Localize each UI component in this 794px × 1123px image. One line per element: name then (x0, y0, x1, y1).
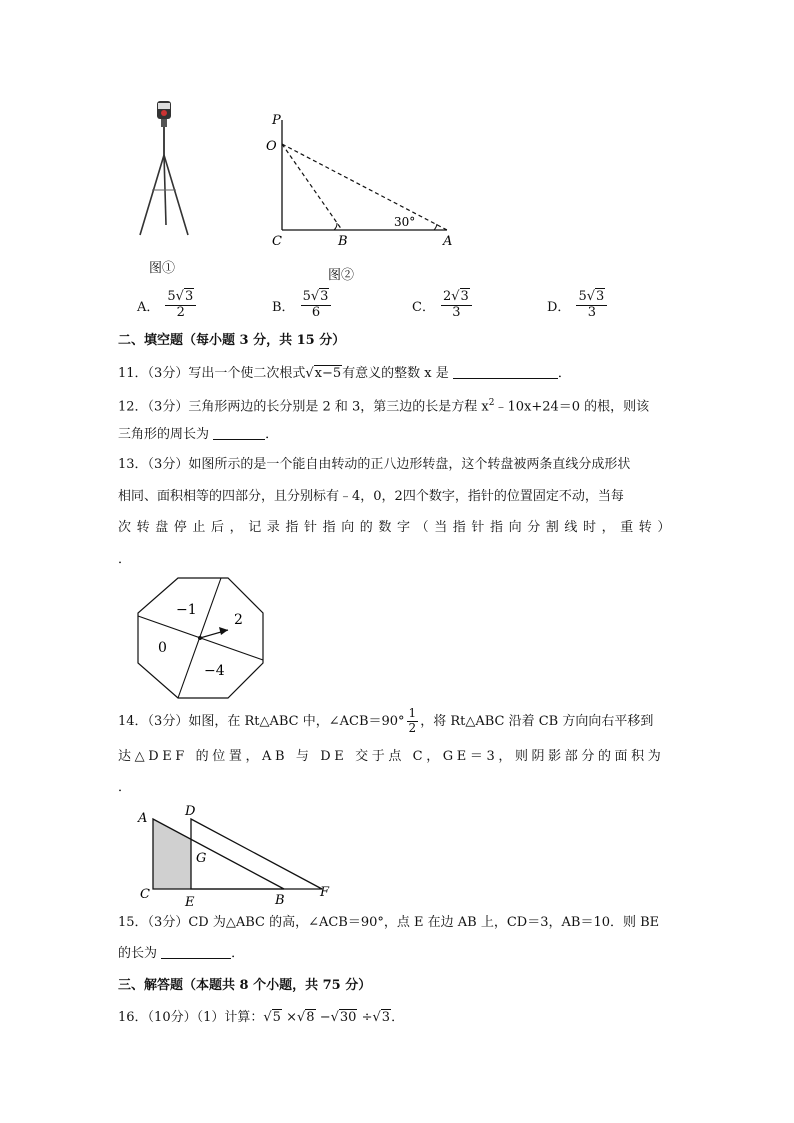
choice-a-num: 5 (167, 289, 176, 304)
choice-b-label: B． (272, 299, 295, 315)
choice-b-rad: 3 (320, 289, 329, 304)
question-16: 16．（10分）（1）计算：√5 ×√8 −√30 ÷√3． (118, 1010, 405, 1025)
label-B: B (275, 893, 285, 908)
question-11: 11．（3分）写出一个使二次根式√x−5有意义的整数 x 是 ． (118, 366, 571, 381)
question-13-line1: 13．（3分）如图所示的是一个能自由转动的正八边形转盘，这个转盘被两条直线分成形状 (118, 457, 631, 472)
choice-a-label: A． (137, 299, 160, 315)
question-13-line3: 次转盘停止后，记录指针指向的数字（当指针指向分割线时，重转） (118, 520, 677, 535)
choice-a-rad: 3 (184, 289, 194, 304)
q12-answer-blank[interactable] (213, 425, 265, 440)
label-D: D (185, 804, 196, 819)
label-E: E (185, 895, 195, 910)
q11-answer-blank[interactable] (453, 364, 558, 379)
sector-neg4: −4 (204, 663, 225, 679)
label-G: G (196, 851, 207, 866)
choice-c-rad: 3 (460, 289, 469, 304)
section3-title: 三、解答题（本题共 8 个小题，共 75 分） (118, 978, 372, 993)
q15-answer-blank[interactable] (161, 944, 231, 959)
label-C: C (272, 234, 282, 249)
label-A: A (443, 234, 453, 249)
sector-2: 2 (234, 612, 243, 628)
section2-title: 二、填空题（每小题 3 分，共 15 分） (118, 333, 346, 348)
choice-a-den: 2 (176, 304, 185, 320)
choice-c-den: 3 (452, 304, 461, 320)
choice-d-num: 5 (578, 289, 587, 304)
question-12-line2: 三角形的周长为 ． (118, 427, 279, 442)
label-A: A (138, 811, 148, 826)
tripod-figure (130, 95, 200, 245)
question-13-line2: 相同、面积相等的四部分，且分别标有﹣4，0，2四个数字，指针的位置固定不动，当每 (118, 489, 624, 504)
choice-b[interactable]: B． $\frac{5√3}{6}$ (272, 290, 333, 321)
choice-d-den: 3 (587, 304, 596, 320)
octagon-spinner (136, 576, 266, 700)
question-14-line2: 达△DEF 的位置，AB 与 DE 交于点 C，GE＝3，则阴影部分的面积为 (118, 749, 665, 764)
sector-neg1: −1 (176, 602, 197, 618)
choice-c-label: C． (412, 299, 435, 315)
fig1-caption: 图① (149, 261, 176, 276)
label-F: F (320, 885, 330, 900)
question-12-line1: 12．（3分）三角形两边的长分别是 2 和 3，第三边的长是方程 $x^2﹣10x+24=0$ 的根，则该 (118, 398, 650, 415)
triangle-fig2 (262, 108, 462, 268)
label-B: B (338, 234, 348, 249)
question-14-line1: 14．（3分）如图，在 Rt△ABC 中，∠ACB＝90° $\frac{1}{2}$ ，将 Rt△ABC 沿着 CB 方向向右平移到 (118, 706, 654, 735)
choice-a[interactable]: A． $\frac{5√3}{2}$ (137, 290, 198, 321)
sector-0: 0 (158, 640, 167, 656)
label-angle: 30° (394, 215, 416, 229)
question-15-line2: 的长为 ． (118, 946, 245, 961)
choice-b-den: 6 (311, 304, 321, 320)
question-13-line4: ． (118, 552, 132, 567)
choice-d-label: D． (547, 299, 571, 315)
label-C: C (140, 887, 150, 902)
choice-b-num: 5 (302, 289, 311, 304)
question-15-line1: 15．（3分）CD 为△ABC 的高，∠ACB＝90°，点 E 在边 AB 上，CD＝3，AB＝10．则 BE (118, 915, 660, 930)
fig2-caption: 图② (328, 268, 355, 283)
translated-triangle-figure (134, 800, 344, 910)
label-P: P (272, 113, 281, 128)
question-14-line3: ． (118, 780, 132, 795)
label-O: O (266, 139, 277, 154)
choice-c[interactable]: C． $\frac{2√3}{3}$ (412, 290, 474, 321)
q11-radicand: x−5 (314, 366, 342, 381)
choice-c-num: 2 (442, 289, 452, 304)
choice-d[interactable]: D． $\frac{5√3}{3}$ (547, 290, 609, 321)
choice-d-rad: 3 (596, 289, 605, 304)
